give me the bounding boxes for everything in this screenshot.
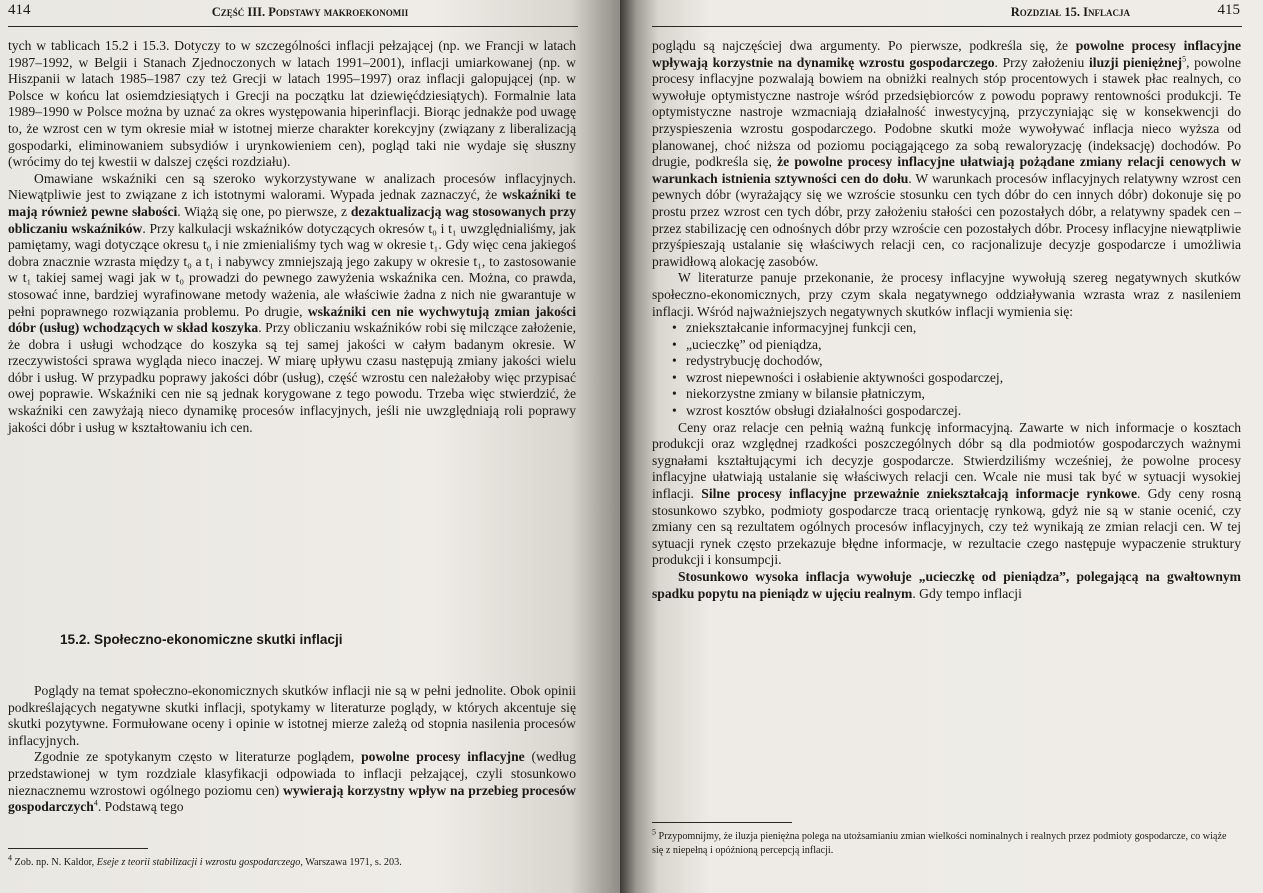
list-item: • wzrost niepewności i osłabienie aktywności gospodarczej, [672,370,1241,387]
footnote-rule [652,822,792,823]
footnote-rule [8,848,148,849]
paragraph: Poglądy na temat społeczno-ekonomicznych skutków inflacji nie są w pełni jednolite. Obok opinii podkreślających negatywne skutki inflacji, spotykamy w literaturze poglądy, w których akcentuje się skutki pozytywne. Formułowane oceny i opinie w istotnej mierze zależą od stopnia nasilenia procesów inflacyjnych. [8,683,576,748]
paragraph: Zgodnie ze spotykanym często w literaturze poglądem, powolne procesy inflacyjne (według przedstawionej w tym rozdziale klasyfikacji odpowiada to inflacji pełzającej, czyli stosunkowo nieznacznemu wzrostowi ogólnego poziomu cen) wywierają korzystny wpływ na przebieg procesów gospodarczych$^4$. Podstawą tego [8,749,576,815]
running-head: Część III. Podstawy makroekonomii [211,5,409,19]
page-number: 414 [8,2,31,18]
list-item: • wzrost kosztów obsługi działalności gospodarczej. [672,403,1241,420]
header-rule [8,26,578,27]
page-number: 415 [1217,2,1240,18]
list-item: • zniekształcanie informacyjnej funkcji cen, [672,320,1241,337]
paragraph: W literaturze panuje przekonanie, że procesy inflacyjne wywołują szereg negatywnych skutków społeczno-ekonomicznych, przy czym skala negatywnego oddziaływania wzrasta wraz z nasileniem inflacji. Wśród najważniejszych negatywnych skutków inflacji wymienia się: [652,270,1241,319]
list-item: • redystrybucję dochodów, [672,353,1241,370]
right-text-block [652,38,1241,602]
paragraph: Stosunkowo wysoka inflacja wywołuje „ucieczkę od pieniądza”, polegającą na gwałtownym spadku popytu na pieniądz w ujęciu realnym. Gdy tempo inflacji [652,569,1241,601]
footnote: $^4$ Zob. np. N. Kaldor, Eseje z teorii stabilizacji i wzrostu gospodarczego, Warszawa 1971, s. 203. [8,853,402,868]
list-item: • „ucieczkę” od pieniądza, [672,337,1241,354]
footnote: $^5$ Przypomnijmy, że iluzja pieniężna polega na utożsamianiu zmian wielkości nominalnych i realnych przez podmioty gospodarcze, co wiąże się z niepełną i opóźnioną percepcją inflacji. [652,827,1227,856]
left-text-block-2 [8,683,576,816]
left-page [0,0,620,893]
right-page [620,0,1263,893]
left-text-block-1 [8,38,576,436]
running-head: Rozdział 15. Inflacja [1010,5,1130,19]
header-rule [652,26,1242,27]
paragraph: Ceny oraz relacje cen pełnią ważną funkcję informacyjną. Zawarte w nich informacje o kosztach produkcji oraz względnej rzadkości poszczególnych dóbr są dla podmiotów gospodarczych ważnymi sygnałami kształtującymi ich decyzje gospodarcze. Stwierdziliśmy wcześniej, że powolne procesy inflacyjne ułatwiają ustalanie się właściwych relacji cen. Wcale nie musi tak być w sytuacji wysokiej inflacji. Silne procesy inflacyjne przeważnie zniekształcają informacje rynkowe. Gdy ceny rosną stosunkowo szybko, podmioty gospodarcze tracą orientację rynkową, gdyż nie są w stanie ocenić, czy zmiany cen są rezultatem ogólnych procesów inflacyjnych, czy też wynikają ze zmian relacji cen. W tej sytuacji rynek często przekazuje błędne informacje, w rezultacie czego następuje wypaczenie struktury produkcji i konsumpcji. [652,419,1242,568]
effects-list [652,320,1241,420]
paragraph: Omawiane wskaźniki cen są szeroko wykorzystywane w analizach procesów inflacyjnych. Niewątpliwie jest to związane z ich istotnymi walorami. Wypada jednak zaznaczyć, że wskaźniki te mają również pewne słabości. Wiążą się one, po pierwsze, z dezaktualizacją wag stosowanych przy obliczaniu wskaźników. Przy kalkulacji wskaźników dotyczących okresów t₀ i t₁ uwzględnialiśmy, jak pamiętamy, wagi dotyczące okresu t₀ i nie zmienialiśmy tych wag w okresie t₁. Gdy więc cena jakiegoś dobra znacznie wzrasta między t₀ a t₁ i nabywcy zmniejszają jego zakupy w okresie t₁, to zastosowanie w t₁ takiej samej wagi jak w t₀ prowadzi do pewnego zawyżenia wskaźnika cen. Można, co prawda, stosować inne, bardziej wyrafinowane metody ważenia, ale właściwie żadna z nich nie gwarantuje w pełni poprawnego rozwiązania problemu. Po drugie, wskaźniki cen nie wychwytują zmian jakości dóbr (usług) wchodzących w skład koszyka. Przy obliczaniu wskaźników robi się milczące założenie, że dobra i usługi wchodzące do koszyka są tej samej jakości w całym badanym okresie. W rzeczywistości sprawa wygląda nieco inaczej. W miarę upływu czasu następują zmiany jakości wielu dóbr i usług. W przypadku poprawy jakości dóbr (usług), część wzrostu cen należałoby więc przypisać owej poprawie. Wskaźniki cen nie są jednak korygowane z tego powodu. Trzeba więc stwierdzić, że wskaźniki cen zawyżają nieco dynamikę procesów inflacyjnych, jeśli nie uwzględniają roli poprawy jakości dóbr i usług w kształtowaniu ich cen. [8,170,577,435]
list-item: • niekorzystne zmiany w bilansie płatniczym, [672,386,1241,403]
paragraph: tych w tablicach 15.2 i 15.3. Dotyczy to w szczególności inflacji pełzającej (np. we Francji w latach 1987–1992, w Belgii i Stanach Zjednoczonych w latach 1991–2001), inflacji umiarkowanej (np. w Hiszpanii w latach 1985–1987 czy też Grecji w latach 1995–1997) oraz inflacji galopującej (np. w Polsce w końcu lat osiemdziesiątych i Grecji na początku lat dziewięćdziesiątych). Formalnie lata 1989–1990 w Polsce można by uznać za okres występowania hiperinflacji. Biorąc jednakże pod uwagę to, że wzrost cen w tym okresie miał w istotnej mierze charakter korekcyjny (związany z liberalizacją gospodarki, eliminowaniem subsydiów i urynkowieniem cen), pogląd taki nie wydaje się słuszny (wrócimy do tej kwestii w dalszej części rozdziału). [8,38,576,170]
section-heading: 15.2. Społeczno-ekonomiczne skutki inflacji [60,632,343,647]
paragraph: poglądu są najczęściej dwa argumenty. Po pierwsze, podkreśla się, że powolne procesy inflacyjne wpływają korzystnie na dynamikę wzrostu gospodarczego. Przy założeniu iluzji pieniężnej$^5$, powolne procesy inflacyjne pozwalają bowiem na obniżki realnych stóp procentowych i stawek płac realnych, co wywołuje optymistyczne nastroje wśród przedsiębiorców z powodu poprawy rentowności produkcji. Te optymistyczne nastroje wzmacniają działalność inwestycyjną, przyczyniając się w konsekwencji do przyspieszenia wzrostu gospodarczego. Podobne skutki może wywoływać inflacja nieco wyższa od planowanej, choć niższa od poziomu pociągającego za sobą rewaloryzację (indeksację) dochodów. Po drugie, podkreśla się, że powolne procesy inflacyjne ułatwiają pożądane zmiany relacji cenowych w warunkach istnienia sztywności cen do dołu. W warunkach procesów inflacyjnych relatywny wzrost cen pewnych dóbr (wyrażający się we wzroście stosunku cen tych dóbr do cen innych dóbr) dokonuje się po prostu przez wzrost cen tych dóbr, przy założeniu stałości cen pozostałych dóbr, a relatywny spadek cen – przez stabilizację cen odnośnych dóbr przy wzroście cen pozostałych dóbr. Procesy inflacyjne niewątpliwie przyśpieszają ustalanie się właściwych relacji cen, co racjonalizuje decyzje gospodarcze i umożliwia prawidłową alokację zasobów. [652,38,1242,269]
